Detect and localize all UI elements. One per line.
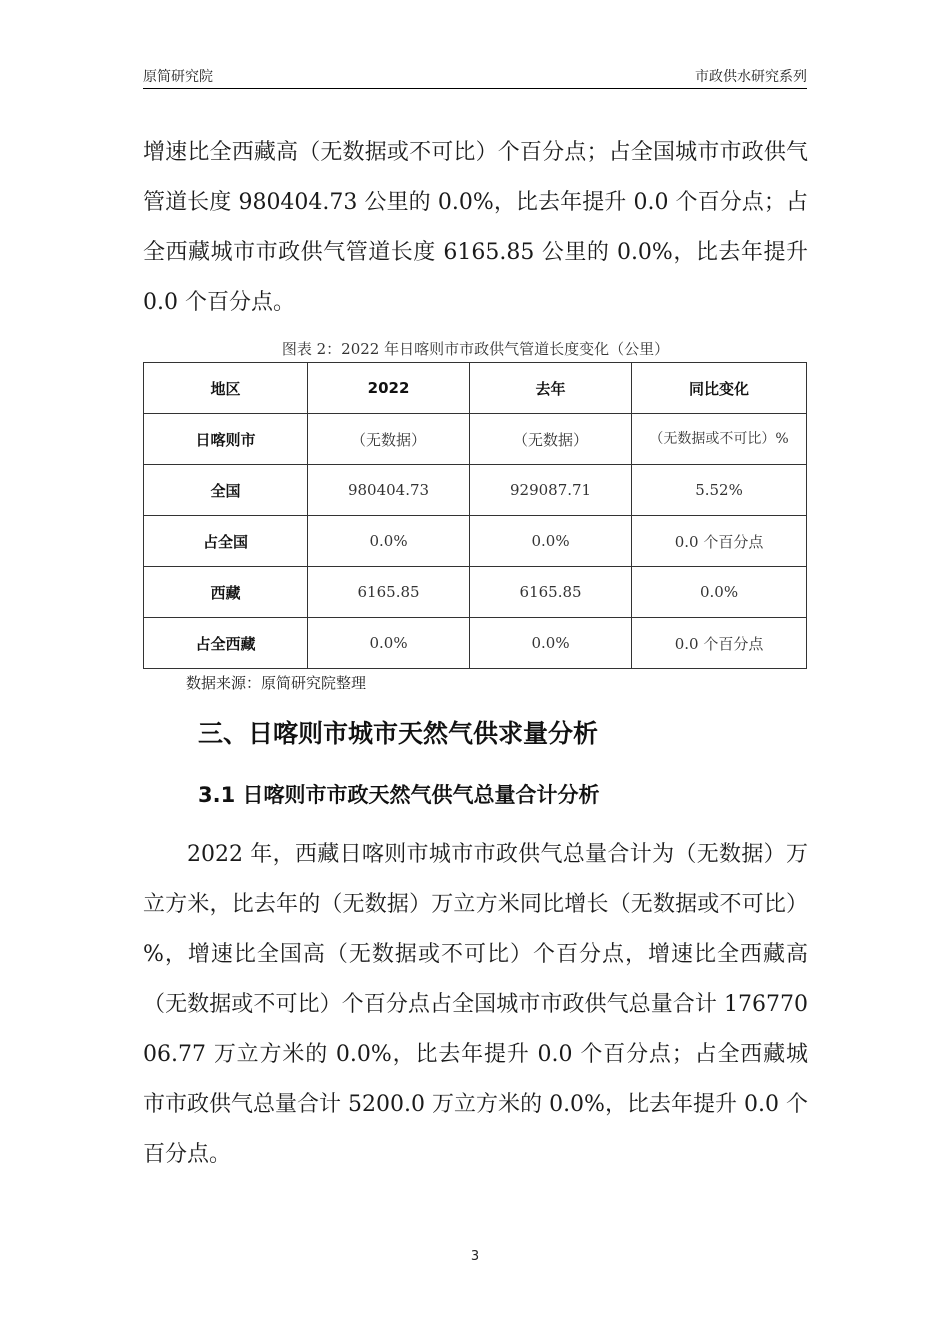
header-divider	[143, 88, 807, 89]
column-header-last-year: 去年	[470, 363, 632, 414]
table-source-note: 数据来源：原简研究院整理	[186, 674, 367, 692]
subsection-heading: 3.1 日喀则市市政天然气供气总量合计分析	[198, 783, 600, 807]
table-cell: 0.0%	[308, 618, 470, 669]
table-cell: 5.52%	[632, 465, 807, 516]
table-cell: 6165.85	[470, 567, 632, 618]
table-header-row	[144, 363, 807, 414]
body-paragraph-1: 增速比全西藏高（无数据或不可比）个百分点；占全国城市市政供气管道长度 980404.73 公里的 0.0%，比去年提升 0.0 个百分点；占全西藏城市市政供气管道长度 6165.85 公里的 0.0%，比去年提升 0.0 个百分点。	[143, 140, 808, 315]
table-cell: 0.0%	[632, 567, 807, 618]
table-cell-region: 日喀则市	[144, 414, 308, 465]
page-number: 3	[470, 1249, 480, 1264]
table-row	[144, 618, 807, 669]
table-cell: 0.0 个百分点	[632, 618, 807, 669]
table-cell: 980404.73	[308, 465, 470, 516]
table-row	[144, 465, 807, 516]
table-cell: （无数据或不可比）%	[632, 414, 807, 465]
table-row	[144, 567, 807, 618]
column-header-region: 地区	[144, 363, 308, 414]
table-cell: 0.0 个百分点	[632, 516, 807, 567]
column-header-yoy-change: 同比变化	[632, 363, 807, 414]
table-caption: 图表 2：2022 年日喀则市市政供气管道长度变化（公里）	[281, 340, 670, 358]
table-row	[144, 516, 807, 567]
table-cell: （无数据）	[308, 414, 470, 465]
section-heading: 三、日喀则市城市天然气供求量分析	[198, 719, 599, 748]
table-cell: 929087.71	[470, 465, 632, 516]
body-paragraph-2: 2022 年，西藏日喀则市城市市政供气总量合计为（无数据）万立方米，比去年的（无数据）万立方米同比增长（无数据或不可比）%，增速比全国高（无数据或不可比）个百分点，增速比全西藏高（无数据或不可比）个百分点占全国城市市政供气总量合计 17677006.77 万立方米的 0.0%，比去年提升 0.0 个百分点；占全西藏城市市政供气总量合计 5200.0 万立方米的 0.0%，比去年提升 0.0 个百分点。	[143, 842, 808, 1167]
table-cell-region: 占全西藏	[144, 618, 308, 669]
table-cell: 6165.85	[308, 567, 470, 618]
header-org-name: 原简研究院	[143, 69, 213, 85]
table-cell-region: 西藏	[144, 567, 308, 618]
column-header-2022: 2022	[308, 363, 470, 414]
table-cell-region: 占全国	[144, 516, 308, 567]
table-cell: （无数据）	[470, 414, 632, 465]
header-series-name: 市政供水研究系列	[695, 69, 807, 85]
table-cell: 0.0%	[470, 618, 632, 669]
pipeline-length-table	[143, 362, 807, 669]
table-cell: 0.0%	[470, 516, 632, 567]
table-cell-region: 全国	[144, 465, 308, 516]
table-row	[144, 414, 807, 465]
table-cell: 0.0%	[308, 516, 470, 567]
